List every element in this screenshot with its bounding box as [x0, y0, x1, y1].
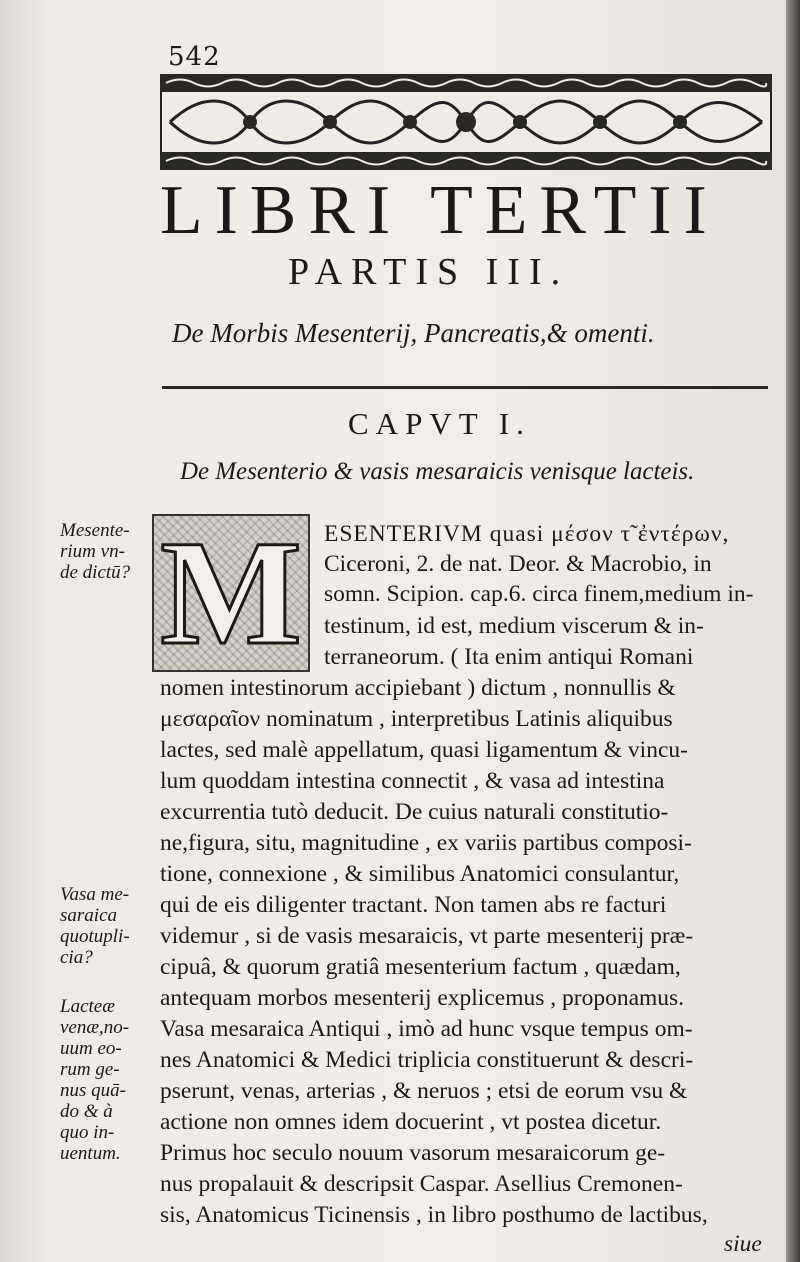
- margin-note-line: Lacteæ: [60, 996, 115, 1017]
- part-title: PARTIS III.: [288, 251, 570, 293]
- margin-note-line: nus quā-: [60, 1080, 126, 1101]
- margin-note-line: rium vn-: [60, 541, 125, 562]
- margin-note-line: quotupli-: [60, 926, 130, 947]
- headpiece-ornament: [160, 74, 772, 170]
- margin-note-line: quo in-: [60, 1122, 115, 1143]
- margin-note-mesenterium: [60, 520, 156, 583]
- body-line: tione, connexione , & similibus Anatomici consulantur,: [160, 861, 680, 887]
- margin-note-line: cia?: [60, 947, 93, 968]
- catchword: siue: [724, 1231, 762, 1257]
- body-line: nes Anatomici & Medici triplicia constituerunt & descri-: [160, 1047, 694, 1073]
- body-line: actione non omnes idem docuerint , vt postea dicetur.: [160, 1109, 662, 1135]
- chapter-title: CAPVT I.: [348, 406, 531, 441]
- body-line: excurrentia tutò deducit. De cuius naturali constitutio-: [160, 799, 669, 825]
- margin-note-line: rum ge-: [60, 1059, 120, 1080]
- body-line: qui de eis diligenter tractant. Non tamen abs re facturi: [160, 892, 667, 918]
- body-line: terraneorum. ( Ita enim antiqui Romani: [324, 644, 694, 670]
- margin-note-line: venæ,no-: [60, 1017, 130, 1038]
- body-line: ne,figura, situ, magnitudine , ex variis partibus composi-: [160, 830, 692, 856]
- body-line: cipuâ, & quorum gratiâ mesenterium factum , quædam,: [160, 954, 681, 980]
- margin-note-line: saraica: [60, 905, 117, 926]
- margin-note-line: Mesente-: [60, 520, 130, 541]
- page-number: 542: [168, 42, 221, 72]
- body-line: somn. Scipion. cap.6. circa finem,medium in-: [324, 581, 754, 607]
- body-line: nomen intestinorum accipiebant ) dictum , nonnullis &: [160, 675, 676, 701]
- margin-note-line: Vasa me-: [60, 884, 130, 905]
- body-line: μεσαραῖον nominatum , interpretibus Latinis aliquibus: [160, 706, 673, 732]
- body-line: Ciceroni, 2. de nat. Deor. & Macrobio, in: [324, 551, 712, 577]
- body-line: testinum, id est, medium viscerum & in-: [324, 613, 704, 639]
- margin-note-line: uum eo-: [60, 1038, 122, 1059]
- margin-note-line: do & à: [60, 1101, 113, 1122]
- margin-note-line: de dictū?: [60, 562, 131, 583]
- drop-cap-initial: [152, 510, 310, 676]
- body-line: pserunt, venas, arterias , & neruos ; etsi de eorum vsu &: [160, 1078, 688, 1104]
- divider-rule: [162, 386, 768, 389]
- body-line: videmur , si de vasis mesaraicis, vt parte mesenterij præ-: [160, 923, 694, 949]
- part-subtitle: De Morbis Mesenterij, Pancreatis,& omenti.: [172, 318, 655, 348]
- body-line: lactes, sed malè appellatum, quasi ligamentum & vincu-: [160, 737, 688, 763]
- body-line: sis, Anatomicus Ticinensis , in libro posthumo de lactibus,: [160, 1202, 708, 1228]
- body-line: Vasa mesaraica Antiqui , imò ad hunc vsque tempus om-: [160, 1016, 693, 1042]
- margin-note-line: uentum.: [60, 1143, 121, 1164]
- body-line: lum quoddam intestina connectit , & vasa ad intestina: [160, 768, 665, 794]
- body-line: nus propalauit & descripsit Caspar. Asellius Cremonen-: [160, 1171, 683, 1197]
- body-line: ESENTERIVM quasi μέσον τ̃ ἐντέρων,: [324, 521, 730, 547]
- page-edge-shadow: [786, 0, 800, 1262]
- margin-note-vasa: [60, 884, 156, 968]
- drop-cap-letter: M: [160, 510, 302, 676]
- body-line: antequam morbos mesenterij explicemus , proponamus.: [160, 985, 685, 1011]
- book-title: LIBRI TERTII: [160, 172, 719, 249]
- chapter-subtitle: De Mesenterio & vasis mesaraicis venisque lacteis.: [180, 458, 695, 485]
- body-line: Primus hoc seculo nouum vasorum mesaraicorum ge-: [160, 1140, 666, 1166]
- margin-note-lacteae: [60, 996, 156, 1164]
